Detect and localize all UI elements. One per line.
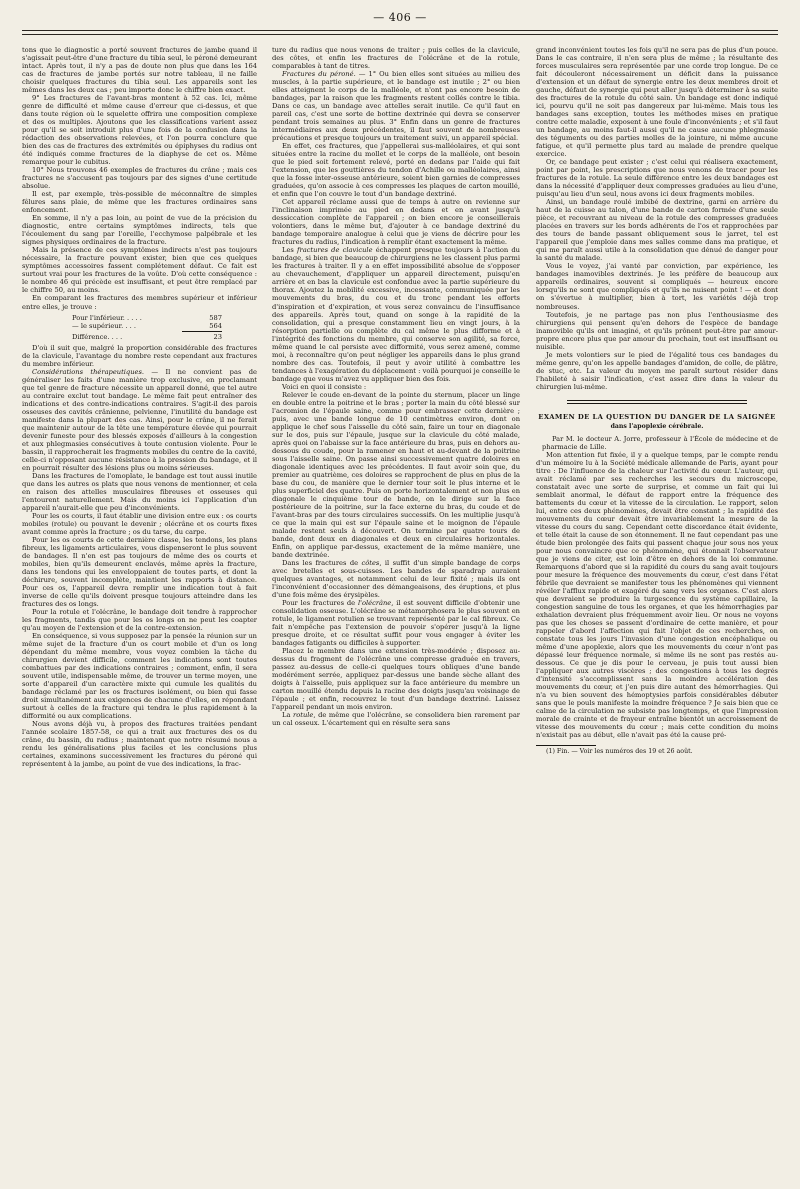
paragraph — [272, 246, 520, 382]
section-separator — [567, 400, 747, 404]
section-subtitle: dans l'apoplexie cérébrale. — [610, 422, 704, 430]
column-right — [536, 46, 778, 756]
paragraph-text: , de même que l'olécrâne, se consolidera bien rarement par un cal osseux. L'écartement qui en résulte sera sans — [272, 711, 521, 728]
paragraph: Nous avons déjà vu, à propos des fractures traitées pendant l'année scolaire 1857-58, ce qui a trait aux fractures des os du crâne, du bassin, du radius ; maintenant que notre résumé nous a rendu les généralisations plus faciles et les conclusions plus certaines, examinons successivement les fractures du péroné qui représentent à la jambe, au point de vue des indications, la frac- — [22, 720, 257, 769]
paragraph: tons que le diagnostic a porté souvent fractures de jambe quand il s'agissait peut-être d'une fracture du tibia seul, le péroné demeurant intact. Après tout, il n'y a pas de doute non plus que dans les 164 cas de fractures de jambe portés sur notre tableau, il ne faille choisir quelques fractures du tibia seul. Les appareils sont les mêmes dans les deux cas ; peu importe donc le chiffre bien exact. — [22, 46, 257, 95]
table-row — [22, 314, 257, 322]
paragraph: Relever le coude en-devant de la pointe du sternum, placer un linge en double entre la poitrine et le bras ; porter la main du côté blessé sur l'acromion de l'épaule saine, comme pour embrasser cette dernière ; puis, avec une bande longue de 10 centimètres environ, dont on applique le chef sous l'aisselle du côté sain, faire un tour en diagonale sur le dos, puis sur l'épaule, jusque sur la clavicule du côté malade, après quoi on l'abaisse sur la face antérieure du bras, puis en dehors au-dessous du coude, pour la ramener en haut et au-devant de la poitrine sous l'aisselle saine. On passe ainsi successivement quatre doloires en diagonale identiques avec les précédentes. Il faut avoir soin que, du premier au quatrième, ces doloires se rapprochent de plus en plus de la base du cou, de manière que le dernier tour soit le plus interne et le plus superficiel des quatre. Puis on porte horizontalement et non plus en diagonale le cinquième tour de bande, on le dirige sur la face postérieure de la poitrine, sur la face externe du bras, du coude et de l'avant-bras par des tours circulaires successifs. On les multiplie jusqu'à ce que la main qui est sur l'épaule saine et le moignon de l'épaule malade restent seuls à découvert. On termine par quatre tours de bande, dont deux en diagonales et deux en circulaires horizontales. Enfin, on applique par-dessus, exactement de la même manière, une bande dextrinée. — [272, 390, 520, 559]
paragraph: Ainsi, un bandage roulé imbibé de dextrine, garni en arrière du haut de la cuisse au talon, d'une bande de carton formée d'une seule pièce, et recouvrant au niveau de la rotule des compresses graduées placées en travers sur les bords adhérents de l'os et rapprochées par des tours de bande passant obliquement sous le jarret, tel est l'appareil que j'emploie dans mes salles comme dans ma pratique, et qui me paraît aussi utile à la consolidation que dénué de danger pour la santé du malade. — [536, 198, 778, 263]
paragraph: En conséquence, si vous supposez par la pensée la réunion sur un même sujet de la fracture d'un os court mobile et d'un os long dépendant du même membre, vous voyez combien la tâche du chirurgien devient difficile, comment les indications sont toutes combattues par des indications contraires ; comment, enfin, il sera souvent utile, indispensable même, de trouver un terme moyen, une sorte d'appareil d'un caractère mixte qui cumule les qualités du bandage réclamé par les os fractures isolément, ou bien qui fasse droit simultanément aux exigences de chacune d'elles, en répondant surtout à celles de la fracture qui tendra le plus rapidement à la difformité ou aux complications. — [22, 632, 257, 721]
paragraph — [272, 70, 520, 142]
paragraph: Mais la présence de ces symptômes indirects n'est pas toujours nécessaire, la fracture pouvant exister, bien que ces quelques symptômes accessoires fassent complétement défaut. Ce fait est surtout vrai pour les fractures de la voûte. D'où cette conséquence : le nombre 46 qui précède est insuffisant, et peut être remplacé par le chiffre 50, au moins. — [22, 246, 257, 295]
paragraph: En comparant les fractures des membres supérieur et inférieur entre elles, je trouve : — [22, 294, 257, 311]
paragraph: Vous le voyez, j'ai vanté par conviction, par expérience, les bandages inamovibles dextrinés. Je les préfère de beaucoup aux appareils ordinaires, souvent si compliqués — heureux encore lorsqu'ils ne sont que compliqués et qu'ils ne nuisent point ! — et dont on s'évertue à multiplier, bien à tort, les variétés déjà trop nombreuses. — [536, 262, 778, 311]
column-left — [22, 46, 257, 768]
emphasis: Fractures du péroné. — [282, 70, 356, 79]
paragraph: Toutefois, je ne partage pas non plus l'enthousiasme des chirurgiens qui pensent qu'en dehors de l'espèce de bandage inamovible qu'ils ont imaginé, et qu'ils prônent peut-être par amour-propre encore plus que par amour du prochain, tout est insuffisant ou nuisible. — [536, 310, 778, 351]
paragraph: Cet appareil réclame aussi que de temps à autre on revienne sur l'inclinaison imprimée au pied en dedans et en avant jusqu'à dessiccation complète de l'appareil ; on bien encore je conseillerais volontiers, dans le même but, d'ajouter à ce bandage dextriné du bandage temporaire analogue à celui que je viens de décrire pour les fractures du radius, l'indication à remplir étant exactement la même. — [272, 198, 520, 247]
paragraph: Mon attention fut fixée, il y a quelque temps, par le compte rendu d'un mémoire lu à la Société médicale allemande de Paris, ayant pour titre : De l'influence de la chaleur sur l'activité du cœur. L'auteur, qui avait réclamé par ses recherches les secours du microscope, constatait avec une sorte de surprise, et comme un fait qui lui semblait anormal, le défaut de rapport entre la fréquence des battements du cœur et la vitesse de la circulation. Le rapport, selon lui, entre ces deux phénomènes, devait être constant ; la rapidité des mouvements du cœur devait être invariablement la mesure de la vitesse du cours du sang. Cependant cette discordance était évidente, et telle était la cause de son étonnement. Il ne faut cependant pas une étude bien prolongée des faits qui passent chaque jour sous nos yeux pour nous convaincre que ce phénomène, qui étonnait l'observateur que je viens de citer, est loin d'être en dehors de la loi commune. Remarquons d'abord que si la rapidité du cours du sang avait toujours pour mesure la fréquence des mouvements du cœur, c'est dans l'état fébrile que devraient se manifester tous les phénomènes qui viennent révéler l'afflux rapide et exagéré du sang vers les organes. C'est alors que devraient se produire la turgescence du système capillaire, la congestion sanguine de tous les organes, et que les hémorrhagies par exhalation devraient plus fréquemment avoir lieu. Or nous ne voyons pas que les choses se passent d'ordinaire de cette manière, et pour rappeler d'abord l'affection qui fait l'objet de ces recherches, on constate tous les jours l'invasion d'une congestion encéphalique ou même d'une apoplexie, alors que les mouvements du cœur n'ont pas dépassé leur fréquence normale, si même ils ne sont pas restés au-dessous. Ce que je dis pour le cerveau, je puis tout aussi bien l'appliquer aux autres viscères ; des congestions à tous les degrés d'intensité s'accomplissent sans la moindre accélération des mouvements du cœur, et j'en puis dire autant des hémorrhagies. Qui n'a vu bien souvent des hémoptysies parfois considérables débuter sans que le pouls manifeste la moindre fréquence ? Je sais bien que ce calme de la circulation ne subsiste pas longtemps, et que l'impression morale de crainte et de frayeur entraîne bientôt un accroissement de vitesse des mouvements du cœur ; mais cette condition du moins n'existait pas au début, elle n'avait pas été la cause pré- — [536, 450, 778, 740]
page-header — [22, 8, 778, 35]
column-middle — [272, 46, 520, 727]
table-label: Pour l'inférieur. . . . . — [72, 313, 142, 322]
paragraph: Pour la rotule et l'olécrâne, le bandage doit tendre à rapprocher les fragments, tandis que pour les os longs on ne peut les coapter qu'au moyen de l'extension et de la contre-extension. — [22, 608, 257, 633]
paragraph — [22, 368, 257, 472]
emphasis: rotule — [293, 711, 314, 720]
paragraph: Voici en quoi il consiste : — [282, 382, 367, 391]
paragraph: D'où il suit que, malgré la proportion considérable des fractures de la clavicule, l'avantage du nombre reste cependant aux fractures du membre inférieur. — [22, 343, 257, 368]
paragraph: Pour les os courts, il faut établir une division entre eux : os courts mobiles (rotule) ou pouvant le devenir ; olécrâne et os courts fixes avant comme après la fracture ; os du tarse, du carpe. — [22, 511, 257, 536]
paragraph-text: , il est souvent difficile d'obtenir une consolidation osseuse. L'olécrâne se métamorphosera le plus souvent en rotule, le ligament rotulien se trouvant représenté par le cal fibreux. Ce fait n'empêche pas l'extension de pouvoir s'opérer jusqu'à la ligne presque droite, et ce résultat suffit pour vous engager à éviter les bandages fatigants ou difficiles à supporter. — [272, 599, 520, 648]
page-number: — 406 — — [373, 11, 427, 24]
paragraph: Dans les fractures de l'omoplate, le bandage est tout aussi inutile que dans les autres os plats que nous venons de mentionner, et cela en raison des attelles musculaires fibreuses et osseuses qui l'entourent naturellement. Mais du moins ici l'application d'un appareil n'aurait-elle que peu d'inconvénients. — [22, 471, 257, 512]
table-rule — [182, 331, 222, 332]
emphasis: fractures de clavicule — [297, 246, 373, 255]
footnote-rule — [536, 745, 596, 746]
emphasis: l'olécrâne — [357, 599, 392, 608]
paragraph: Pour les os courts de cette dernière classe, les tendons, les plans fibreux, les ligaments articulaires, vous dispenseront le plus souvent de bandages. Il n'en est pas toujours de même des os courts et mobiles, bien qu'ils demeurent enclavés, même après la fracture, dans les tendons qui les enveloppaient de toutes parts, et dont la déchirure, souvent incomplète, maintient les rapports à distance. Pour ces os, l'appareil devra remplir une indication tout à fait inverse de celle qu'ils doivent presque toujours atteindre dans les fractures des os longs. — [22, 535, 257, 609]
paragraph: Je mets volontiers sur le pied de l'égalité tous ces bandages du même genre, qu'on les appelle bandages d'amidon, de colle, de plâtre, de stuc, etc. La valeur du moyen me paraît surtout résider dans l'habileté à saisir l'indication, c'est assez dire dans la valeur du chirurgien lui-même. — [536, 350, 778, 391]
paragraph: Il est, par exemple, très-possible de méconnaître de simples fêlures sans plaie, de même que les fractures ordinaires sans enfoncement. — [22, 190, 257, 215]
table-row — [22, 322, 257, 330]
paragraph — [272, 599, 520, 647]
paragraph: En somme, il n'y a pas loin, au point de vue de la précision du diagnostic, entre certains symptômes indirects, tels que l'écoulement du sang par l'oreille, l'ecchymose palpébrale et les signes physiques ordinaires de la fracture. — [22, 214, 257, 247]
footnote: (1) Fin. — Voir les numéros des 19 et 26 août. — [546, 748, 693, 756]
paragraph: ture du radius que nous venons de traiter ; puis celles de la clavicule, des côtes, et enfin les fractures de l'olécrâne et de la rotule, comparables à tant de titres. — [272, 46, 520, 71]
comparison-table — [22, 314, 257, 341]
header-rule — [22, 30, 778, 31]
table-label: — le supérieur. . . . — [72, 321, 136, 330]
paragraph-text: échappent presque toujours à l'action du bandage, si bien que beaucoup de chirurgiens ne les classent plus parmi les fractures à traiter. Il y a en effet impossibilité absolue de s'opposer au chevauchement, d'appliquer un appareil directement, puisqu'en arrière et en bas la clavicule est confondue avec la partie supérieure du thorax. Ajoutez la mobilité excessive, incessante, communiquée par les mouvements du bras, du cou et du tronc pendant les efforts d'inspiration et d'expiration, et vous serez convaincu de l'insuffisance des appareils. Après tout, quand on songe à la rapidité de la consolidation, qui a presque constamment lieu en vingt jours, à la résorption partielle ou complète du cal même le plus difforme et à l'intégrité des fonctions du membre, qui conserve son agilité, sa force, même quand le cal persiste avec difformité, vous serez amené, comme moi, à reconnaître qu'on peut négliger les appareils dans le plus grand nombre des cas. Toutefois, il peut y avoir utilité à combattre les tendances à l'exagération du déplacement : voilà pourquoi je conseille le bandage que vous m'avez vu appliquer bien des fois. — [272, 246, 520, 383]
paragraph — [272, 711, 520, 727]
paragraph-text: — Il ne convient pas de généraliser les faits d'une manière trop exclusive, en proclamant que tel genre de fracture nécessite un appareil donné, que tel autre au contraire exclut tout bandage. Le même fait peut entraîner des indications et des contre-indications contraires. S'agit-il des parois osseuses des cavités crânienne, pelvienne, l'inutilité du bandage est manifeste dans la plupart des cas. Ainsi, pour le crâne, il ne ferait que maintenir autour de la tête une température élevée qui pourrait devenir funeste pour des blessés exposés d'ailleurs à la congestion et aux phlegmasies consécutives à toute contusion violente. Pour le bassin, il rapprocherait les fragments mobiles du centre de la cavité, celle-ci n'opposant aucune résistance à la pression du bandage, et il en pourrait résulter des lésions plus ou moins sérieuses. — [22, 367, 258, 472]
table-value: 564 — [209, 321, 222, 330]
paragraph-text: Les — [282, 246, 298, 255]
emphasis: Considérations thérapeutiques. — [32, 367, 145, 376]
paragraph: 9° Les fractures de l'avant-bras montent à 52 cas. Ici, même genre de difficulté et même cause d'erreur que ci-dessus, et que dans toute région où le squelette offrira une composition complexe et des os multiples. Ajoutons que les classifications varient assez pour qu'il se soit introduit plus d'une fois de la confusion dans la rédaction des observations relevées, et l'on pourra conclure que bien des cas de fractures des extrémités ou épiphyses du radius ont été indiqués comme fractures de la diaphyse de cet os. Même remarque pour le cubitus. — [22, 94, 257, 167]
paragraph-text: Pour les fractures de — [282, 599, 358, 608]
paragraph-text: — 1° Ou bien elles sont situées au milieu des muscles, à la partie supérieure, et le bandage est inutile ; 2° ou bien elles atteignent le corps de la malléole, et n'ont pas encore besoin de bandages, par la raison que les fragments restent collés contre le tibia. Dans ce cas, un bandage avec attelles serait inutile. Ce qu'il faut en pareil cas, c'est une sorte de bottine dextrinée qui devra se conserver pendant trois semaines au plus. 3° Enfin dans un genre de fractures intermédiaires aux deux précédentes, il faut souvent de nombreuses précautions et presque toujours un traitement suivi, un appareil spécial. — [272, 70, 520, 143]
paragraph-text: Dans les fractures de — [282, 559, 362, 567]
emphasis: côtes — [361, 559, 380, 567]
author-byline: Par M. le docteur A. Jorre, professeur à l'École de médecine et de pharmacie de Lille. — [542, 434, 778, 451]
paragraph: En effet, ces fractures, que j'appellerai sus-malléolaires, et qui sont situées entre la racine du mollet et le corps de la malléole, ont besoin que le pied soit fortement relevé, porté en dedans par l'aide qui fait l'extension, que les gouttières du tendon d'Achille ou malléolaires, ainsi que la fosse inter-osseuse antérieure, soient bien garnies de compresses graduées, qu'on associe à ces compresses les plaques de carton mouillé, et enfin que l'on couvre le tout d'un bandage dextriné. — [272, 142, 520, 199]
paragraph: 10° Nous trouvons 46 exemples de fractures du crâne ; mais ces fractures ne s'accusent pas toujours par des signes d'une certitude absolue. — [22, 166, 257, 191]
table-row — [22, 333, 257, 341]
paragraph: Placez le membre dans une extension très-modérée ; disposez au-dessus du fragment de l'olécrâne une compresse graduée en travers, passez au-dessus de celle-ci quelques tours obliques d'une bande modérément serrée, appliquez par-dessus une bande sèche allant des doigts à l'aisselle, puis appliquez sur la face antérieure du membre un carton mouillé étendu depuis la racine des doigts jusqu'au voisinage de l'épaule ; et enfin, recouvrez le tout d'un bandage dextriné. Laissez l'appareil pendant un mois environ. — [272, 647, 520, 712]
paragraph-text: La — [282, 711, 294, 720]
table-label: Différence. . . . — [72, 332, 123, 341]
paragraph — [272, 559, 520, 599]
table-value: 587 — [209, 313, 222, 322]
section-title: EXAMEN DE LA QUESTION DU DANGER DE LA SAIGNÉE — [538, 412, 776, 421]
table-value: 23 — [213, 332, 222, 341]
paragraph-text: , il suffit d'un simple bandage de corps avec bretelles et sous-cuisses. Les bandes de sparadrap auraient quelques avantages, et notamment celui de leur fixité ; mais ils ont l'inconvénient d'occasionner des démangeaisons, des éruptions, et plus d'une fois même des érysipèles. — [272, 559, 521, 600]
paragraph: Or, ce bandage peut exister ; c'est celui qui réalisera exactement, point par point, les prescriptions que nous venons de tracer pour les fractures de la rotule. La seule différence entre les deux bandages est dans la nécessité d'appliquer deux compresses graduées au lieu d'une, puisqu'au lieu d'un seul, nous avons ici deux fragments mobiles. — [536, 158, 778, 199]
paragraph: grand inconvénient toutes les fois qu'il ne sera pas de plus d'un pouce. Dans le cas contraire, il n'en sera plus de même ; la résultante des forces musculaires sera représentée par une corde trop longue. De ce fait découleront nécessairement un déficit dans la puissance d'extension et un défaut de synergie entre les deux membres droit et gauche, défaut de synergie qui peut aller jusqu'à déterminer à sa suite des fractures de la rotule du côté sain. Un bandage est donc indiqué ici, pourvu qu'il ne soit pas dangereux par lui-même. Mais tous les bandages sans exception, toutes les méthodes mises en pratique contre cette maladie, exposent à une foule d'inconvénients ; et s'il faut un bandage, au moins faut-il aussi qu'il ne cause aucune phlegmasie des téguments ou des parties molles de la jointure, ni même aucune fatigue, et qu'il permette plus tard au malade de prendre quelque exercice. — [536, 46, 778, 159]
